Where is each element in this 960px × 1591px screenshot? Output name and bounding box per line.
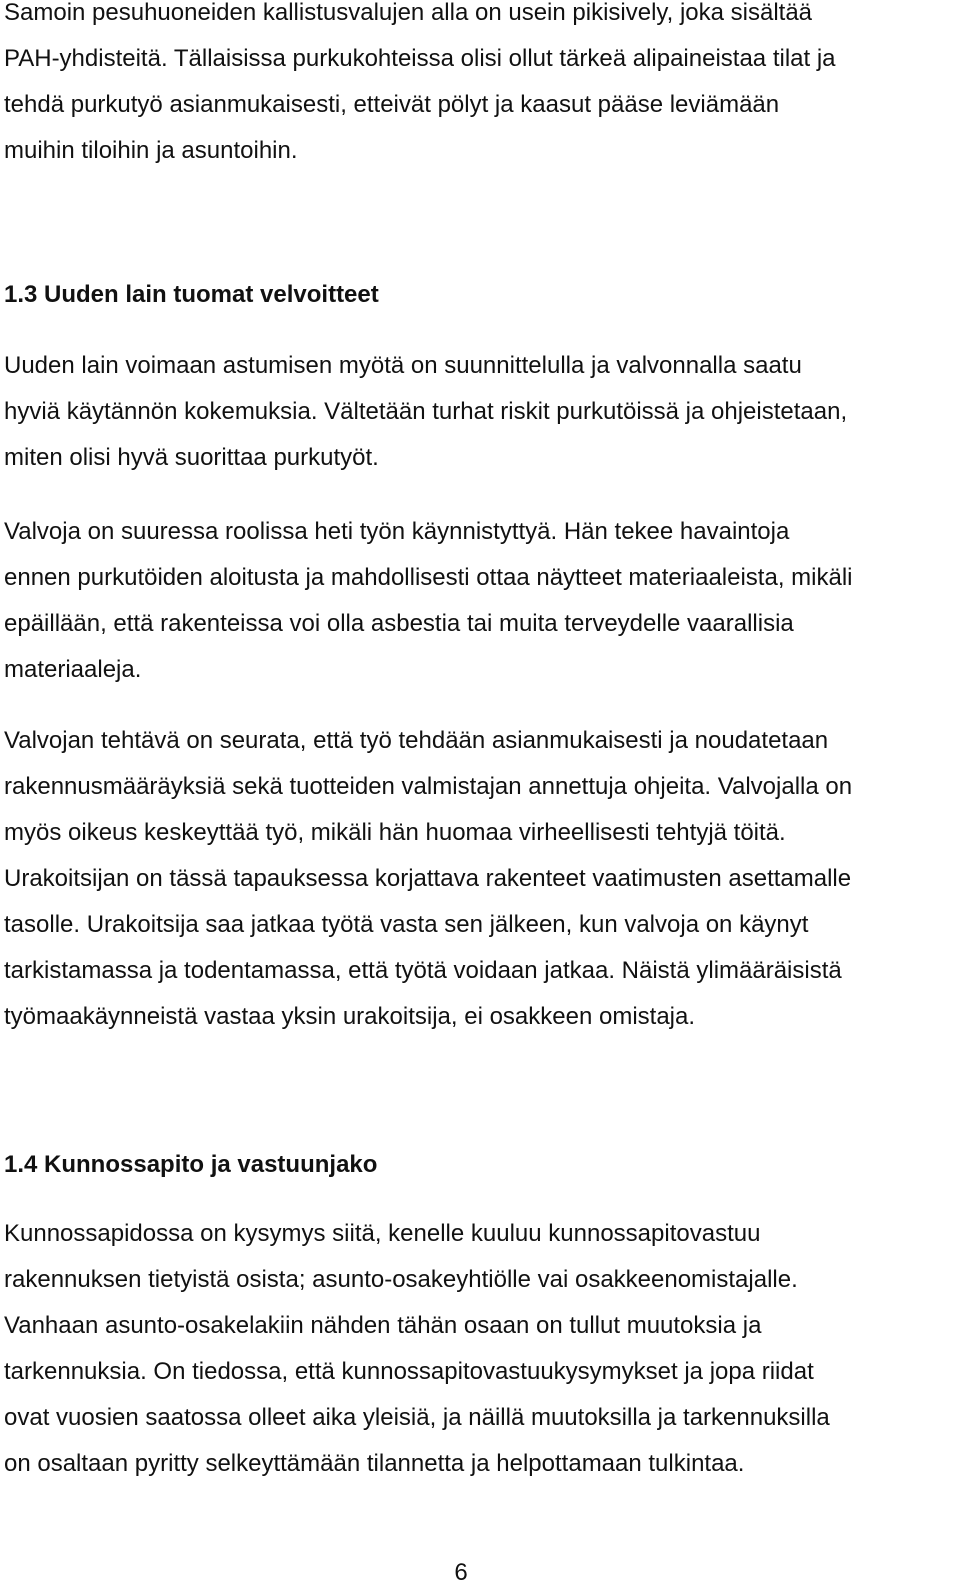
text-line: on osaltaan pyritty selkeyttämään tilannetta ja helpottamaan tulkintaa. — [4, 1450, 745, 1477]
intro-paragraph — [4, 0, 954, 174]
text-line: rakennuksen tietyistä osista; asunto-osakeyhtiölle vai osakkeenomistajalle. — [4, 1266, 798, 1293]
text-line: Valvojan tehtävä on seurata, että työ tehdään asianmukaisesti ja noudatetaan — [4, 727, 829, 754]
section-1-3-paragraph-3 — [4, 718, 954, 1040]
text-line: myös oikeus keskeyttää työ, mikäli hän huomaa virheellisesti tehtyjä töitä. — [4, 819, 786, 846]
text-line: muihin tiloihin ja asuntoihin. — [4, 137, 298, 164]
text-line: Samoin pesuhuoneiden kallistusvalujen alla on usein pikisively, joka sisältää — [4, 0, 813, 26]
text-line: miten olisi hyvä suorittaa purkutyöt. — [4, 444, 379, 471]
text-line: Urakoitsijan on tässä tapauksessa korjattava rakenteet vaatimusten asettamalle — [4, 865, 852, 892]
text-line: tehdä purkutyö asianmukaisesti, etteivät pölyt ja kaasut pääse leviämään — [4, 91, 780, 118]
section-1-3-paragraph-1 — [4, 343, 954, 481]
text-line: Uuden lain voimaan astumisen myötä on suunnittelulla ja valvonnalla saatu — [4, 352, 802, 379]
text-line: materiaaleja. — [4, 656, 142, 683]
section-heading-1-3: 1.3 Uuden lain tuomat velvoitteet — [4, 281, 379, 308]
text-line: työmaakäynneistä vastaa yksin urakoitsija, ei osakkeen omistaja. — [4, 1003, 696, 1030]
text-line: tasolle. Urakoitsija saa jatkaa työtä vasta sen jälkeen, kun valvoja on käynyt — [4, 911, 809, 938]
text-line: Kunnossapidossa on kysymys siitä, kenelle kuuluu kunnossapitovastuu — [4, 1220, 761, 1247]
section-1-4-paragraph-1 — [4, 1211, 954, 1487]
text-line: rakennusmääräyksiä sekä tuotteiden valmistajan annettuja ohjeita. Valvojalla on — [4, 773, 853, 800]
section-heading-1-4: 1.4 Kunnossapito ja vastuunjako — [4, 1151, 378, 1178]
text-line: epäillään, että rakenteissa voi olla asbestia tai muita terveydelle vaarallisia — [4, 610, 794, 637]
page-number: 6 — [454, 1559, 468, 1586]
text-line: ennen purkutöiden aloitusta ja mahdollisesti ottaa näytteet materiaaleista, mikäli — [4, 564, 853, 591]
text-line: tarkennuksia. On tiedossa, että kunnossapitovastuukysymykset ja jopa riidat — [4, 1358, 814, 1385]
text-line: PAH-yhdisteitä. Tällaisissa purkukohteissa olisi ollut tärkeä alipaineistaa tilat ja — [4, 45, 836, 72]
section-1-3-paragraph-2 — [4, 509, 954, 693]
text-line: tarkistamassa ja todentamassa, että työtä voidaan jatkaa. Näistä ylimääräisistä — [4, 957, 842, 984]
text-line: ovat vuosien saatossa olleet aika yleisiä, ja näillä muutoksilla ja tarkennuksilla — [4, 1404, 830, 1431]
text-line: Valvoja on suuressa roolissa heti työn käynnistyttyä. Hän tekee havaintoja — [4, 518, 790, 545]
text-line: Vanhaan asunto-osakelakiin nähden tähän osaan on tullut muutoksia ja — [4, 1312, 762, 1339]
text-line: hyviä käytännön kokemuksia. Vältetään turhat riskit purkutöissä ja ohjeistetaan, — [4, 398, 848, 425]
